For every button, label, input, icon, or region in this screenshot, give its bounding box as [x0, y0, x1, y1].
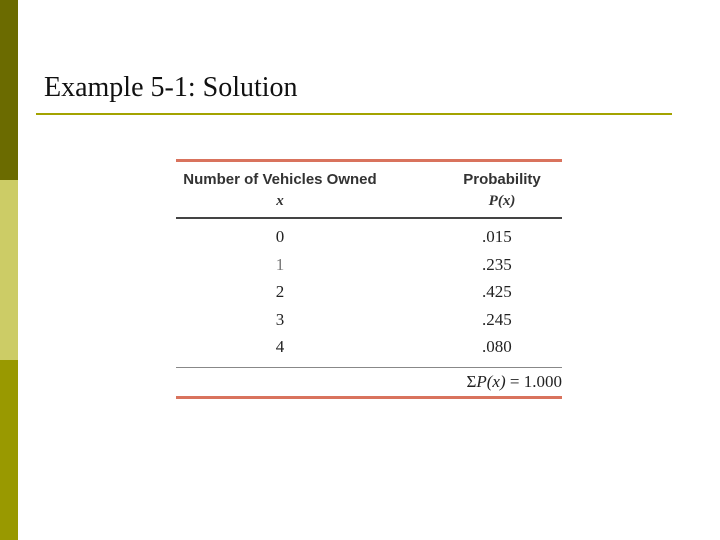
cell-probability: .245 — [482, 309, 512, 329]
header-vehicles — [176, 171, 384, 210]
cell-probability: .080 — [482, 337, 512, 356]
header-vehicles-label: Number of Vehicles Owned — [183, 171, 377, 188]
cell-x: 0 — [275, 227, 285, 246]
header-probability — [452, 171, 552, 210]
cell-probability: .015 — [482, 227, 512, 246]
sum-px: P(x) — [476, 371, 506, 391]
header-px-var: P(x) — [488, 193, 516, 209]
header-x-var: x — [276, 193, 284, 209]
cell-x: 2 — [275, 282, 285, 301]
table-bottom-rule — [176, 396, 562, 399]
cell-x: 3 — [275, 309, 285, 329]
sum-expression — [466, 372, 562, 392]
sum-row — [176, 368, 562, 396]
table-row — [176, 252, 562, 280]
cell-probability: .425 — [482, 282, 512, 301]
slide-title: Example 5-1: Solution — [44, 72, 298, 103]
sum-value: 1.000 — [523, 371, 562, 391]
title-underline — [36, 113, 672, 115]
left-band-olive — [0, 360, 18, 540]
table-row — [176, 334, 562, 362]
sum-equals: = — [509, 371, 520, 391]
table-row — [176, 307, 562, 335]
probability-table — [176, 159, 562, 399]
cell-x: 4 — [275, 337, 285, 356]
cell-x: 1 — [275, 254, 285, 274]
table-row — [176, 279, 562, 307]
left-band-light — [0, 180, 18, 360]
left-band-dark — [0, 0, 18, 180]
table-header — [176, 162, 562, 217]
header-probability-label: Probability — [463, 171, 541, 188]
cell-probability: .235 — [482, 254, 512, 274]
table-body — [176, 219, 562, 367]
sigma-symbol: Σ — [466, 371, 477, 391]
table-row — [176, 224, 562, 252]
